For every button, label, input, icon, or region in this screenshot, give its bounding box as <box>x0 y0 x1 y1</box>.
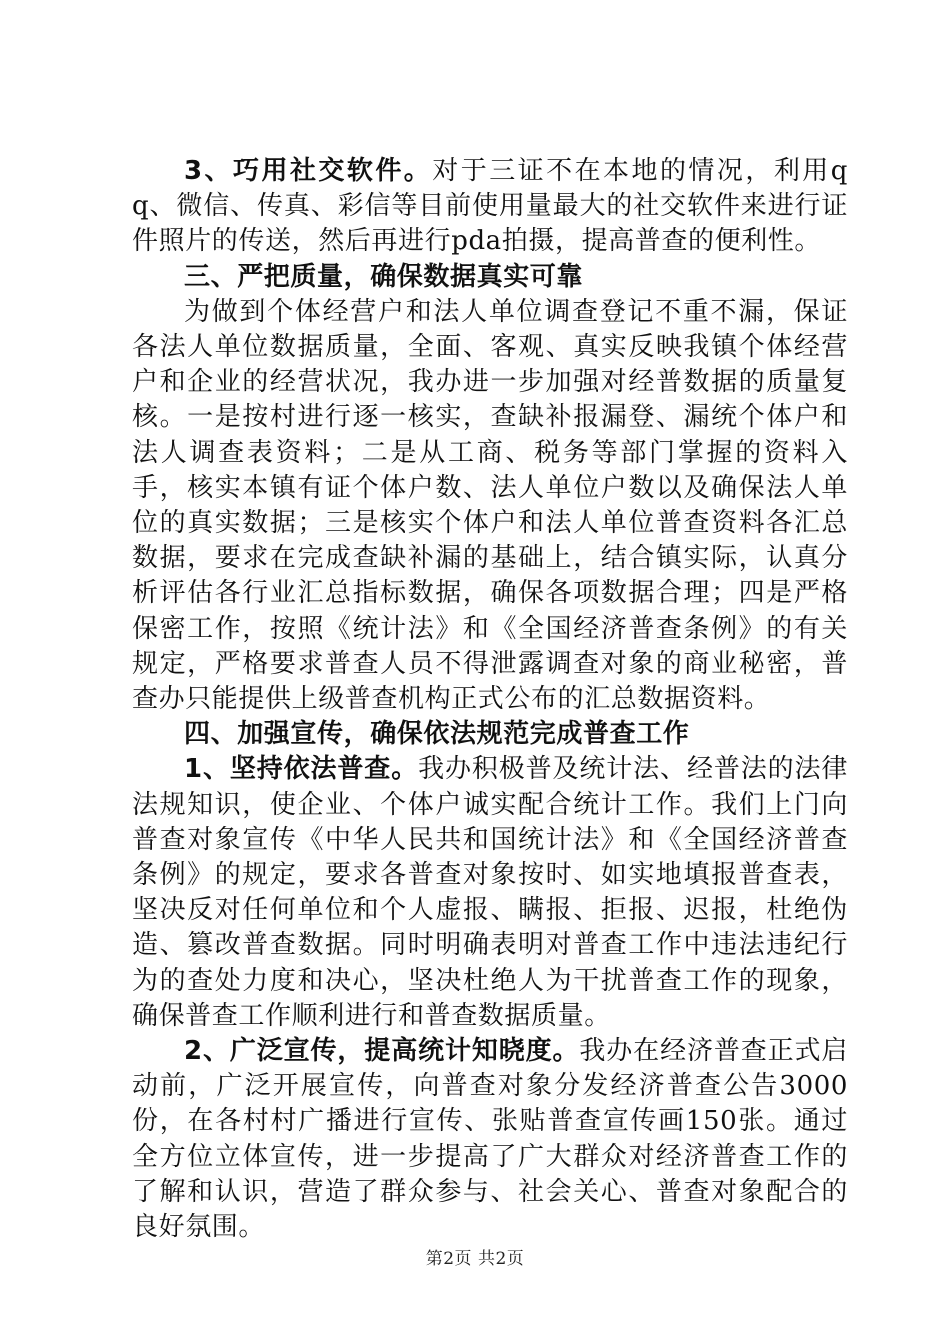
paragraph-lawful-census <box>132 752 848 1034</box>
document-body <box>132 154 848 1245</box>
paragraph-text: 对于三证不在本地的情况，利用qq、微信、传真、彩信等目前使用量最大的社交软件来进行证件照片的传送，然后再进行pda拍摄，提高普查的便利性。 <box>132 156 848 257</box>
paragraph-text: 为做到个体经营户和法人单位调查登记不重不漏，保证各法人单位数据质量，全面、客观、真实反映我镇个体经营户和企业的经营状况，我办进一步加强对经普数据的质量复核。一是按村进行逐一核实，查缺补报漏登、漏统个体户和法人调查表资料；二是从工商、税务等部门掌握的资料入手，核实本镇有证个体户数、法人单位户数以及确保法人单位的真实数据；三是核实个体户和法人单位普查资料各汇总数据，要求在完成查缺补漏的基础上，结合镇实际，认真分析评估各行业汇总指标数据，确保各项数据合理；四是严格保密工作，按照《统计法》和《全国经济普查条例》的有关规定，严格要求普查人员不得泄露调查对象的商业秘密，普查办只能提供上级普查机构正式公布的汇总数据资料。 <box>132 296 848 715</box>
section-heading-publicity <box>132 717 848 752</box>
page-number-footer: 第2页 共2页 <box>425 1249 525 1269</box>
paragraph-lead: 2、广泛宣传，提高统计知晓度。 <box>184 1036 580 1067</box>
section-heading-text: 四、加强宣传，确保依法规范完成普查工作 <box>184 719 690 750</box>
paragraph-social-software <box>132 154 848 260</box>
paragraph-lead: 3、巧用社交软件。 <box>184 156 433 186</box>
paragraph-text: 我办在经济普查正式启动前，广泛开展宣传，向普查对象分发经济普查公告3000份，在各村村广播进行宣传、张贴普查宣传画150张。通过全方位立体宣传，进一步提高了广大群众对经济普查工作的了解和认识，营造了群众参与、社会关心、普查对象配合的良好氛围。 <box>132 1036 848 1243</box>
section-heading-quality <box>132 260 848 295</box>
paragraph-lead: 1、坚持依法普查。 <box>184 754 419 785</box>
paragraph-text: 我办积极普及统计法、经普法的法律法规知识，使企业、个体户诚实配合统计工作。我们上门向普查对象宣传《中华人民共和国统计法》和《全国经济普查条例》的规定，要求各普查对象按时、如实地填报普查表，坚决反对任何单位和个人虚报、瞒报、拒报、迟报，杜绝伪造、篡改普查数据。同时明确表明对普查工作中违法违纪行为的查处力度和决心，坚决杜绝人为干扰普查工作的现象，确保普查工作顺利进行和普查数据质量。 <box>132 754 848 1031</box>
paragraph-quality-review <box>132 295 848 717</box>
paragraph-wide-publicity <box>132 1034 848 1245</box>
section-heading-text: 三、严把质量，确保数据真实可靠 <box>184 261 584 292</box>
